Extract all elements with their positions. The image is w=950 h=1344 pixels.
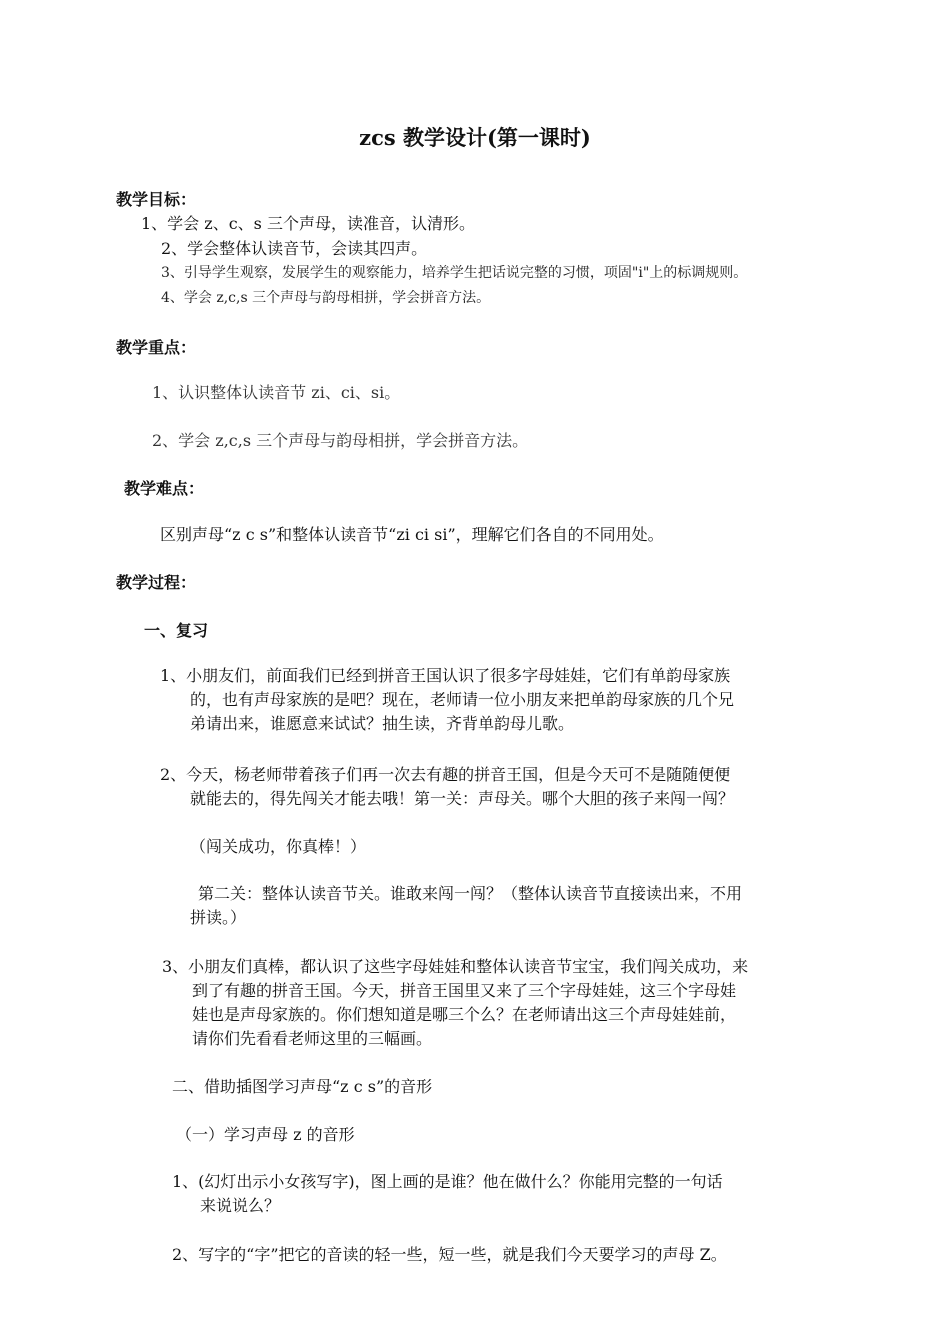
review-level2-line-1: 第二关：整体认读音节关。谁敢来闯一闯？（整体认读音节直接读出来，不用 xyxy=(198,884,743,903)
section2-heading: 二、借助插图学习声母“z c s”的音形 xyxy=(172,1077,433,1096)
process-heading: 教学过程： xyxy=(116,573,197,592)
keypoints-heading: 教学重点： xyxy=(116,338,197,357)
review-p3-line-2: 到了有趣的拼音王国。今天，拼音王国里又来了三个字母娃娃，这三个字母娃 xyxy=(192,981,737,1000)
review-p3-line-1: 3、小朋友们真棒，都认识了这些字母娃娃和整体认读音节宝宝，我们闯关成功，来 xyxy=(162,957,749,976)
review-p2-note: （闯关成功，你真棒！） xyxy=(190,837,367,856)
goal-item-2: 2、学会整体认读音节，会读其四声。 xyxy=(161,239,428,258)
review-p2-line-1: 2、今天，杨老师带着孩子们再一次去有趣的拼音王国，但是今天可不是随随便便 xyxy=(160,765,731,784)
review-paragraph-2 xyxy=(160,763,734,811)
review-p3-line-3: 娃也是声母家族的。你们想知道是哪三个么？在老师请出这三个声母娃娃前， xyxy=(192,1005,737,1024)
goals-heading: 教学目标： xyxy=(116,190,197,209)
section2-sub1: （一）学习声母 z 的音形 xyxy=(176,1125,355,1144)
review-p3-line-4: 请你们先看看老师这里的三幅画。 xyxy=(192,1029,433,1048)
review-paragraph-1 xyxy=(160,664,734,736)
section2-q1-line-1: 1、(幻灯出示小女孩写字)，图上画的是谁？他在做什么？你能用完整的一句话 xyxy=(172,1172,723,1191)
difficulty-text: 区别声母“z c s”和整体认读音节“zi ci si”，理解它们各自的不同用处。 xyxy=(160,525,664,544)
review-p1-line-1: 1、小朋友们，前面我们已经到拼音王国认识了很多字母娃娃，它们有单韵母家族 xyxy=(160,666,731,685)
review-level2 xyxy=(190,882,742,930)
section2-q1-line-2: 来说说么？ xyxy=(200,1196,281,1215)
section2-question-2: 2、写字的“字”把它的音读的轻一些，短一些，就是我们今天要学习的声母 Z。 xyxy=(172,1245,727,1264)
keypoint-item-2: 2、学会 z,c,s 三个声母与韵母相拼，学会拼音方法。 xyxy=(152,431,529,450)
goal-item-4: 4、学会 z,c,s 三个声母与韵母相拼，学会拼音方法。 xyxy=(161,290,491,306)
review-p1-line-3: 弟请出来，谁愿意来试试？抽生读，齐背单韵母儿歌。 xyxy=(190,714,575,733)
goal-item-3: 3、引导学生观察，发展学生的观察能力，培养学生把话说完整的习惯，项固"i"上的标调规则。 xyxy=(161,265,748,281)
difficulty-heading: 教学难点： xyxy=(124,479,205,498)
review-p1-line-2: 的，也有声母家族的是吧？现在，老师请一位小朋友来把单韵母家族的几个兄 xyxy=(190,690,735,709)
goal-item-1: 1、学会 z、c、s 三个声母，读准音，认清形。 xyxy=(141,214,475,233)
keypoint-item-1: 1、认识整体认读音节 zi、ci、si。 xyxy=(152,383,401,402)
review-p2-line-2: 就能去的，得先闯关才能去哦！第一关：声母关。哪个大胆的孩子来闯一闯？ xyxy=(190,789,735,808)
review-level2-line-2: 拼读。） xyxy=(190,908,247,927)
review-paragraph-3 xyxy=(162,955,748,1051)
section2-question-1 xyxy=(172,1170,723,1218)
page-title: zcs 教学设计(第一课时) xyxy=(359,125,591,150)
section1-heading: 一、复习 xyxy=(144,621,209,640)
